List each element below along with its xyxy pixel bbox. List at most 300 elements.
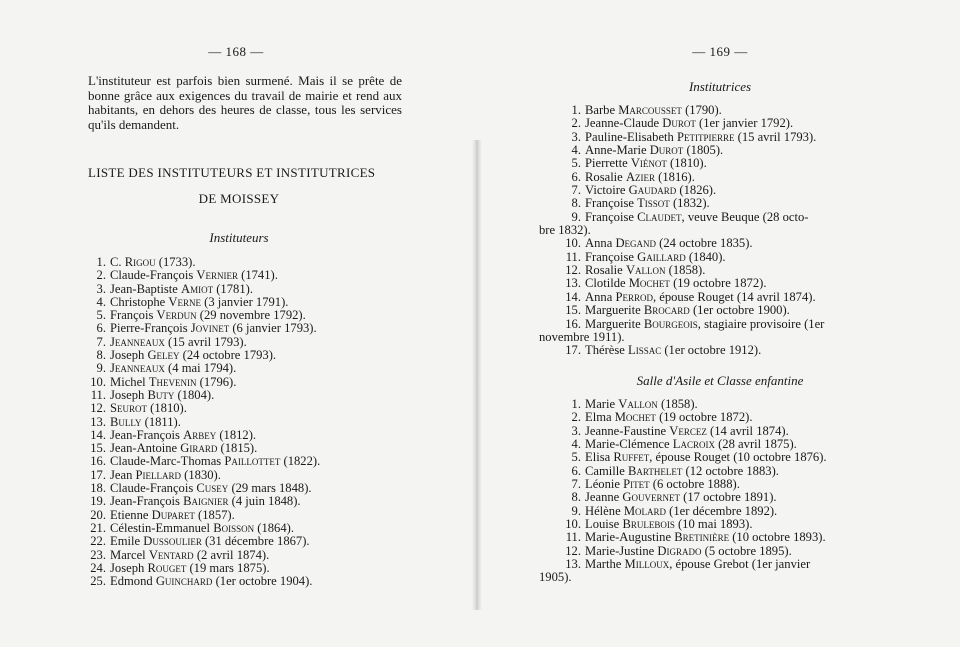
item-number: 10. [90, 374, 106, 389]
list-item-continuation [539, 224, 867, 237]
details: (1816). [655, 169, 695, 184]
first-name: Elma [585, 410, 615, 425]
list-item-continuation [539, 571, 867, 584]
item-number: 8. [96, 348, 106, 363]
first-name: Jeanne [585, 490, 623, 505]
surname: Mochet [628, 276, 670, 291]
first-name: Rosalie [585, 169, 626, 184]
item-text [110, 336, 247, 349]
list-item [557, 478, 867, 491]
item-text [585, 318, 824, 331]
page-number: — 169 — [692, 44, 748, 59]
details: (1er octobre 1900). [689, 303, 790, 318]
list-item [82, 376, 382, 389]
first-name: Claude-Marc-Thomas [110, 454, 225, 469]
item-number: 8. [571, 490, 581, 505]
details: (1840). [685, 249, 726, 264]
list-item [557, 304, 867, 317]
section-title-instituteurs: Instituteurs [209, 230, 269, 245]
first-name: Michel [110, 374, 149, 389]
details: (24 octobre 1835). [656, 236, 753, 251]
list-item [557, 318, 867, 331]
item-text [110, 522, 294, 535]
first-name: Pierre-François [110, 321, 191, 336]
section-title-institutrices: Institutrices [688, 79, 752, 94]
item-number: 9. [571, 209, 581, 224]
list-item [557, 451, 867, 464]
list-item [82, 482, 382, 495]
item-text [585, 558, 810, 571]
details: (1796). [196, 374, 237, 389]
details: (1826). [676, 183, 717, 198]
first-name: Camille [585, 463, 629, 478]
left-page [0, 0, 478, 647]
details: (12 octobre 1883). [682, 463, 779, 478]
item-text [110, 455, 320, 468]
item-text [585, 545, 792, 558]
surname: Lacroix [672, 437, 715, 452]
item-text [110, 402, 187, 415]
item-number: 13. [90, 414, 106, 429]
details: (10 mai 1893). [674, 517, 753, 532]
item-number: 3. [571, 129, 581, 144]
item-text [110, 575, 312, 588]
item-number: 6. [571, 463, 581, 478]
first-name: Barbe [585, 103, 619, 117]
details: (19 mars 1875). [186, 560, 270, 575]
item-number: 2. [571, 116, 581, 131]
item-text [585, 304, 790, 317]
item-text [585, 344, 761, 357]
surname: Boisson [213, 520, 255, 535]
first-name: Clotilde [585, 276, 629, 291]
first-name: Marthe [585, 557, 625, 572]
first-name: Jean-Baptiste [110, 281, 181, 296]
details: (2 avril 1874). [193, 547, 270, 562]
item-text [110, 389, 214, 402]
list-item [82, 389, 382, 402]
details: , épouse Rouget (14 avril 1874). [652, 289, 816, 304]
list-item [82, 256, 382, 269]
intro-paragraph: L'instituteur est parfois bien surmené. Mais il se prête de bonne grâce aux exigences du travail de mairie et rend aux habitants, en dehors des heures de classe, tous les services qu'ils demandent. [88, 73, 402, 132]
list-item [557, 211, 867, 224]
first-name: Marie [585, 397, 619, 411]
first-name: Edmond [110, 574, 156, 589]
item-number: 5. [571, 156, 581, 171]
item-number: 3. [571, 423, 581, 438]
details: (1741). [237, 268, 278, 283]
details: , épouse Grebot (1er janvier [669, 557, 811, 572]
item-text [585, 505, 777, 518]
item-number: 17. [90, 467, 106, 482]
surname: Gaillard [637, 249, 686, 264]
list-item [557, 344, 867, 357]
item-text [110, 322, 317, 335]
details: (19 octobre 1872). [669, 276, 767, 291]
item-number: 8. [571, 196, 581, 211]
first-name: Françoise [585, 196, 638, 211]
surname: Claudet [637, 209, 682, 224]
list-item [557, 157, 867, 170]
first-name: Victoire [585, 183, 629, 198]
surname: Verdun [156, 308, 197, 323]
list-item [557, 558, 867, 571]
surname: Vernier [196, 268, 238, 283]
surname: Rouget [147, 560, 187, 575]
item-text [585, 478, 740, 491]
list-item [82, 442, 382, 455]
first-name: Marguerite [585, 316, 644, 331]
item-text [585, 451, 827, 464]
first-name: Hélène [585, 503, 624, 518]
item-text [110, 362, 236, 375]
first-name: Anna [585, 289, 616, 304]
details: (1er décembre 1892). [666, 503, 778, 518]
surname: Molard [623, 503, 667, 518]
section-title-salle-asile: Salle d'Asile et Classe enfantine [636, 373, 804, 388]
surname: Viénot [630, 156, 667, 171]
details: (1810). [666, 156, 707, 171]
first-name: Anne-Marie [585, 143, 650, 158]
list-item [82, 549, 382, 562]
item-text [110, 283, 253, 296]
right-page [480, 0, 960, 647]
list-item [557, 545, 867, 558]
details: (19 octobre 1872). [655, 410, 753, 425]
item-text [585, 411, 752, 424]
item-text [110, 562, 270, 575]
item-text [585, 184, 716, 197]
first-name: Etienne [110, 507, 152, 522]
item-text [110, 442, 257, 455]
surname: Jeanneaux [110, 361, 165, 376]
list-item [557, 465, 867, 478]
surname: Marcousset [618, 103, 682, 117]
item-number: 4. [96, 294, 106, 309]
details: (29 mars 1848). [228, 481, 312, 496]
item-number: 7. [571, 183, 581, 198]
list-item [82, 322, 382, 335]
surname: Verne [168, 294, 202, 309]
first-name: Pauline-Elisabeth [585, 129, 677, 144]
item-number: 10. [565, 236, 581, 251]
surname: Ruffet [613, 450, 650, 465]
surname: Perrod [615, 289, 653, 304]
first-name: Jean-François [110, 427, 184, 442]
list-item [82, 535, 382, 548]
first-name: Marie-Justine [585, 543, 658, 558]
item-number: 22. [90, 534, 106, 549]
details: (1822). [280, 454, 321, 469]
list-item [82, 296, 382, 309]
list-item [557, 131, 867, 144]
surname: Gaudard [628, 183, 677, 198]
list-item [557, 197, 867, 210]
item-text [585, 237, 753, 250]
surname: Gouvernet [622, 490, 681, 505]
details: (15 avril 1793). [164, 334, 247, 349]
list-item [82, 522, 382, 535]
item-text [585, 491, 777, 504]
list-item [82, 509, 382, 522]
first-name: Christophe [110, 294, 169, 309]
surname: Bully [110, 414, 142, 429]
surname: Arbey [183, 427, 217, 442]
first-name: Claude-François [110, 481, 197, 496]
surname: Thevenin [148, 374, 197, 389]
first-name: Célestin-Emmanuel [110, 520, 214, 535]
item-text [585, 131, 816, 144]
item-number: 3. [96, 281, 106, 296]
first-name: Jean-François [110, 494, 184, 509]
item-text [110, 349, 276, 362]
list-item [557, 438, 867, 451]
item-number: 1. [571, 103, 581, 117]
item-number: 4. [571, 437, 581, 452]
item-text [585, 157, 707, 170]
item-text [585, 291, 816, 304]
item-text [585, 438, 797, 451]
details: (6 janvier 1793). [229, 321, 317, 336]
list-item [557, 505, 867, 518]
list-item-continuation [539, 331, 867, 344]
item-number: 7. [96, 334, 106, 349]
surname: Geley [147, 348, 180, 363]
item-text [585, 211, 808, 224]
item-number: 16. [565, 316, 581, 331]
first-name: Marie-Augustine [585, 530, 675, 545]
details: (1790). [681, 103, 722, 117]
surname: Paillottet [224, 454, 281, 469]
first-name: Joseph [110, 560, 148, 575]
surname: Jeanneaux [110, 334, 165, 349]
surname: Petitpierre [676, 129, 735, 144]
instituteurs-list [82, 256, 382, 588]
item-number: 4. [571, 143, 581, 158]
surname: Vallon [625, 263, 666, 278]
surname: Dussoulier [143, 534, 202, 549]
item-text [110, 469, 221, 482]
item-text [585, 144, 723, 157]
first-name: Joseph [110, 348, 148, 363]
list-item [557, 398, 867, 411]
surname: Baignier [183, 494, 229, 509]
item-number: 6. [571, 169, 581, 184]
first-name: Anna [585, 236, 616, 251]
list-item [82, 283, 382, 296]
item-text [585, 425, 789, 438]
details: (1864). [254, 520, 294, 535]
first-name: Rosalie [585, 263, 626, 278]
details: (15 avril 1793). [734, 129, 817, 144]
list-item [557, 104, 867, 117]
surname: Seurot [110, 401, 148, 416]
details: (31 décembre 1867). [201, 534, 310, 549]
details: (1er octobre 1904). [212, 574, 313, 589]
item-text [110, 256, 195, 269]
item-number: 2. [96, 268, 106, 283]
surname: Jovinet [190, 321, 230, 336]
details: (1832). [669, 196, 710, 211]
details: (1805). [683, 143, 724, 158]
item-number: 12. [565, 543, 581, 558]
details: (4 juin 1848). [228, 494, 301, 509]
list-heading-place: DE MOISSEY [198, 191, 280, 206]
surname: Digrado [657, 543, 702, 558]
details: , épouse Rouget (10 octobre 1876). [649, 450, 827, 465]
surname: Mochet [614, 410, 656, 425]
first-name: Jean [110, 467, 136, 482]
list-item [557, 291, 867, 304]
surname: Barthelet [628, 463, 683, 478]
item-number: 13. [565, 557, 581, 572]
institutrices-list [539, 103, 867, 358]
list-item [557, 251, 867, 264]
item-number: 17. [565, 343, 581, 358]
item-number: 5. [571, 450, 581, 465]
first-name: Françoise [585, 209, 638, 224]
item-number: 25. [90, 574, 106, 589]
details: (5 octobre 1895). [701, 543, 792, 558]
details: (4 mai 1794). [164, 361, 237, 376]
item-text [110, 376, 236, 389]
surname: Ventard [148, 547, 194, 562]
list-item [82, 269, 382, 282]
item-number: 20. [90, 507, 106, 522]
surname: Durot [662, 116, 696, 131]
item-number: 24. [90, 560, 106, 575]
surname: Duparet [151, 507, 195, 522]
first-name: Marguerite [585, 303, 644, 318]
item-number: 13. [565, 276, 581, 291]
list-item [82, 349, 382, 362]
surname: Degand [615, 236, 657, 251]
item-text [585, 264, 705, 277]
item-number: 12. [90, 401, 106, 416]
item-number: 21. [90, 520, 106, 535]
item-text [585, 531, 826, 544]
item-number: 9. [571, 503, 581, 518]
item-number: 23. [90, 547, 106, 562]
surname: Bretinière [674, 530, 730, 545]
item-number: 18. [90, 481, 106, 496]
item-text [585, 104, 722, 117]
surname: Milloux [624, 557, 670, 572]
item-number: 5. [96, 308, 106, 323]
item-number: 14. [90, 427, 106, 442]
details: (3 janvier 1791). [201, 294, 289, 309]
first-name: Elisa [585, 450, 614, 465]
surname: Durot [649, 143, 684, 158]
continuation-text: novembre 1911). [539, 329, 625, 344]
details: (1858). [665, 263, 706, 278]
salle-asile-list [539, 397, 867, 585]
continuation-text: bre 1832). [539, 223, 591, 238]
list-item [82, 309, 382, 322]
item-text [585, 251, 726, 264]
item-number: 16. [90, 454, 106, 469]
list-item [557, 491, 867, 504]
item-number: 1. [571, 397, 581, 411]
surname: Vallon [618, 397, 658, 411]
item-text [110, 269, 278, 282]
item-number: 15. [90, 441, 106, 456]
list-heading: LISTE DES INSTITUTEURS ET INSTITUTRICES [88, 165, 376, 180]
item-text [585, 197, 710, 210]
item-text [585, 171, 695, 184]
item-number: 6. [96, 321, 106, 336]
list-item [557, 425, 867, 438]
item-text [110, 482, 312, 495]
item-text [110, 416, 181, 429]
first-name: François [110, 308, 157, 323]
first-name: Thérèse [585, 343, 629, 358]
details: (24 octobre 1793). [179, 348, 277, 363]
surname: Azier [625, 169, 656, 184]
details: (10 octobre 1893). [729, 530, 826, 545]
details: (1er janvier 1792). [695, 116, 794, 131]
list-item [557, 518, 867, 531]
list-item [557, 144, 867, 157]
first-name: Emile [110, 534, 144, 549]
details: (28 avril 1875). [714, 437, 797, 452]
first-name: Pierrette [585, 156, 631, 171]
item-text [110, 495, 301, 508]
details: , veuve Beuque (28 octo- [681, 209, 809, 224]
surname: Lissac [628, 343, 662, 358]
details: (17 octobre 1891). [680, 490, 777, 505]
surname: Cusey [196, 481, 229, 496]
first-name: Jeanne-Claude [585, 116, 663, 131]
list-item [82, 416, 382, 429]
first-name: Louise [585, 517, 623, 532]
item-number: 15. [565, 303, 581, 318]
list-item [557, 264, 867, 277]
item-number: 11. [565, 249, 581, 264]
item-number: 7. [571, 477, 581, 492]
details: (1er octobre 1912). [661, 343, 762, 358]
surname: Pitet [623, 477, 650, 492]
surname: Piellard [135, 467, 182, 482]
list-item [557, 531, 867, 544]
details: (1810). [147, 401, 187, 416]
page-number: — 168 — [208, 44, 264, 59]
surname: Guinchard [155, 574, 213, 589]
item-number: 9. [96, 361, 106, 376]
details: , stagiaire provisoire (1er [697, 316, 825, 331]
first-name: Jean-Antoine [110, 441, 181, 456]
first-name: Claude-François [110, 268, 197, 283]
list-item [557, 411, 867, 424]
list-item [82, 455, 382, 468]
surname: Buty [147, 387, 175, 402]
first-name: Marie-Clémence [585, 437, 673, 452]
surname: Brulebois [622, 517, 675, 532]
details: (1812). [216, 427, 257, 442]
item-number: 1. [96, 255, 106, 269]
surname: Bourgeois [643, 316, 698, 331]
item-number: 19. [90, 494, 106, 509]
surname: Girard [180, 441, 218, 456]
item-number: 11. [90, 387, 106, 402]
details: (1858). [657, 397, 698, 411]
item-number: 10. [565, 517, 581, 532]
details: (1811). [141, 414, 181, 429]
details: (6 octobre 1888). [649, 477, 740, 492]
list-item [557, 117, 867, 130]
list-item [82, 362, 382, 375]
surname: Brocard [643, 303, 690, 318]
